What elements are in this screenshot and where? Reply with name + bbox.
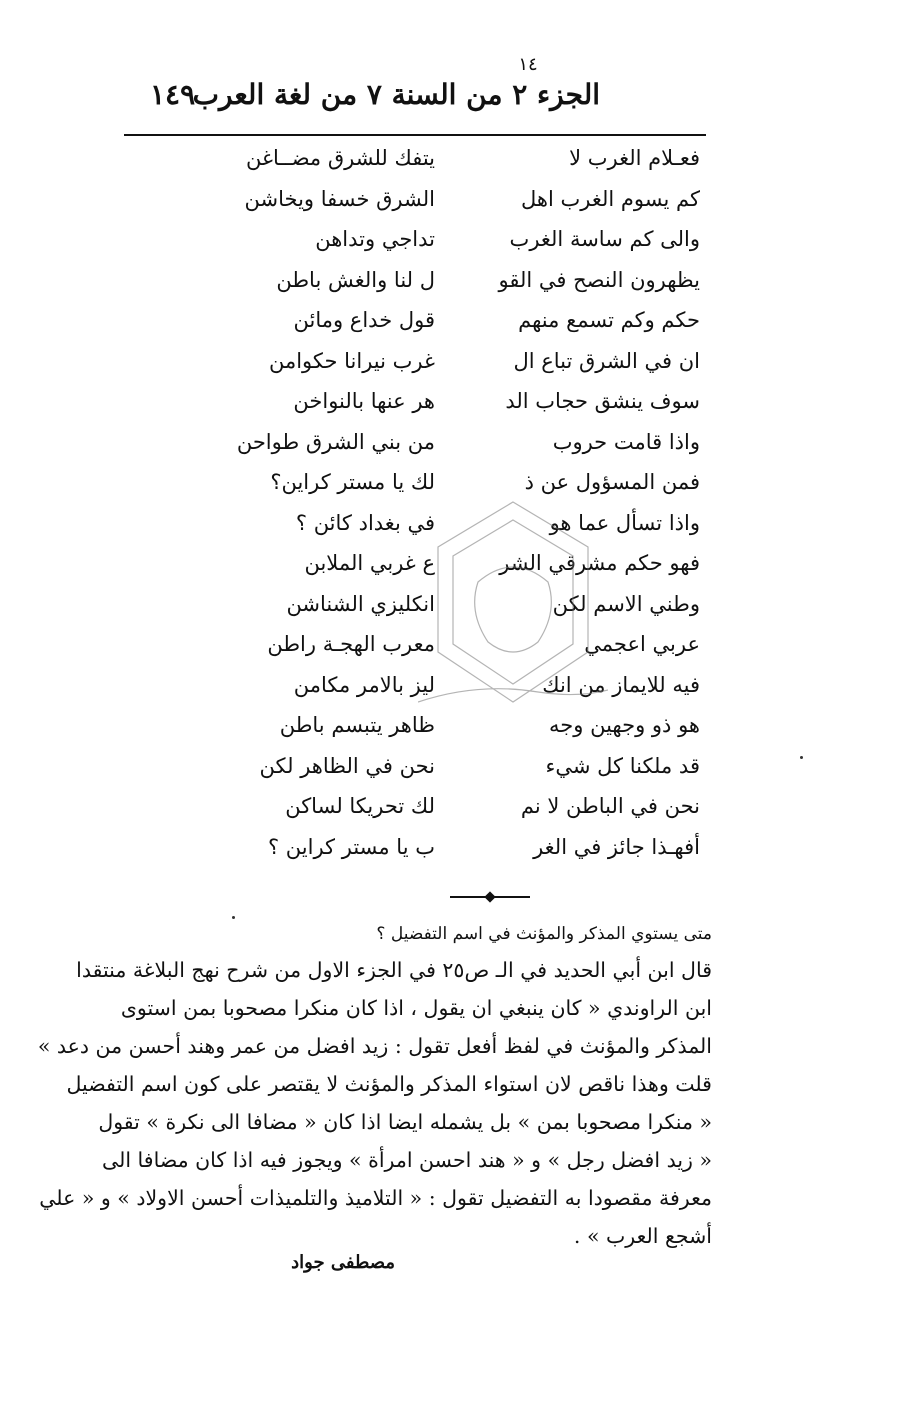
poem-verse <box>230 794 700 832</box>
verse-first-hemistich: عربي اعجمي <box>584 632 700 656</box>
verse-first-hemistich: يظهرون النصح في القو <box>498 267 700 292</box>
scan-speck <box>800 756 803 759</box>
article-line: ابن الراوندي « كان ينبغي ان يقول ، اذا كان منكرا مصحوبا بمن استوى <box>120 996 712 1020</box>
verse-first-hemistich: أفهـذا جائز في الغر <box>533 834 700 859</box>
verse-second-hemistich: الشرق خسفا ويخاشن <box>244 186 435 211</box>
article-line: المذكر والمؤنث في لفظ أفعل تقول : زيد افضل من عمر وهند أحسن من دعد » <box>37 1034 712 1058</box>
article-line: معرفة مقصودا به التفضيل تقول : « التلاميذ والتلميذات أحسن الاولاد » و « علي <box>39 1186 712 1210</box>
verse-second-hemistich: في بغداد كائن ؟ <box>295 510 435 535</box>
poem-verse <box>230 754 700 792</box>
verse-first-hemistich: ان في الشرق تباع ال <box>513 348 700 373</box>
verse-first-hemistich: فمن المسؤول عن ذ <box>524 470 700 494</box>
verse-first-hemistich: فعـلام الغرب لا <box>569 146 700 170</box>
poem-verse <box>230 835 700 873</box>
verse-second-hemistich: ل لنا والغش باطن <box>276 267 435 292</box>
verse-first-hemistich: حكم وكم تسمع منهم <box>518 308 700 332</box>
library-stamp <box>418 492 608 722</box>
poem-verse <box>230 187 700 225</box>
poem-verse <box>230 430 700 468</box>
verse-second-hemistich: نحن في الظاهر لكن <box>259 753 435 778</box>
poem-verse <box>230 146 700 184</box>
poem-verse <box>230 389 700 427</box>
verse-second-hemistich: ب يا مستر كراين ؟ <box>267 834 435 859</box>
verse-second-hemistich: ع غربي الملابن <box>304 551 435 575</box>
poem-verse <box>230 227 700 265</box>
verse-first-hemistich: فيه للايماز من انك <box>542 672 700 697</box>
verse-second-hemistich: قول خداع ومائن <box>293 308 435 332</box>
poem-verse <box>230 308 700 346</box>
verse-second-hemistich: من بني الشرق طواحن <box>236 429 435 454</box>
poem-verse <box>230 349 700 387</box>
verse-first-hemistich: والى كم ساسة الغرب <box>509 227 700 251</box>
running-title: الجزء ٢ من السنة ٧ من لغة العرب <box>192 78 600 111</box>
verse-first-hemistich: واذا قامت حروب <box>552 429 700 454</box>
article-title: متى يستوي المذكر والمؤنث في اسم التفضيل ؟ <box>376 924 712 944</box>
verse-first-hemistich: سوف ينشق حجاب الد <box>505 389 700 413</box>
author-signature: مصطفى جواد <box>291 1252 395 1273</box>
verse-first-hemistich: فهو حكم مشرقي الشر <box>499 551 700 575</box>
article-line: أشجع العرب » . <box>573 1224 712 1248</box>
article-line: قال ابن أبي الحديد في الـ ص٢٥ في الجزء الاول من شرح نهج البلاغة منتقدا <box>76 958 712 982</box>
verse-second-hemistich: انكليزي الشناشن <box>286 591 435 616</box>
verse-second-hemistich: هر عنها بالنواخن <box>293 389 435 413</box>
verse-second-hemistich: غرب نيرانا حكوامن <box>268 348 435 373</box>
verse-second-hemistich: ظاهر يتبسم باطن <box>279 713 435 737</box>
scan-speck <box>232 916 235 919</box>
header-rule <box>124 134 706 136</box>
verse-first-hemistich: واذا تسأل عما هو <box>549 510 700 535</box>
poem-verse <box>230 268 700 306</box>
verse-second-hemistich: لك تحريكا لساكن <box>285 794 435 818</box>
verse-second-hemistich: يتفك للشرق مضــاغن <box>246 146 435 170</box>
verse-first-hemistich: وطني الاسم لكن <box>552 591 700 616</box>
verse-second-hemistich: ليز بالامر مكامن <box>293 672 435 697</box>
page-mark: ١٤ <box>518 54 538 75</box>
verse-second-hemistich: لك يا مستر كراين؟ <box>270 470 435 494</box>
article-line: « زيد افضل رجل » و « هند احسن امرأة » ويجوز فيه اذا كان مضافا الى <box>102 1148 712 1172</box>
verse-second-hemistich: تداجي وتداهن <box>315 227 435 251</box>
article-line: قلت وهذا ناقص لان استواء المذكر والمؤنث لا يقتصر على كون اسم التفضيل <box>66 1072 712 1096</box>
verse-first-hemistich: هو ذو وجهين وجه <box>549 713 700 737</box>
section-separator <box>450 896 530 898</box>
verse-first-hemistich: كم يسوم الغرب اهل <box>521 186 700 211</box>
verse-first-hemistich: قد ملكنا كل شيء <box>545 753 700 778</box>
page-number: ١٤٩ <box>150 78 196 111</box>
verse-first-hemistich: نحن في الباطن لا نم <box>520 794 700 818</box>
article-line: « منكرا مصحوبا بمن » بل يشمله ايضا اذا كان « مضافا الى نكرة » تقول <box>98 1110 712 1134</box>
verse-second-hemistich: معرب الهجـة راطن <box>267 632 435 656</box>
running-header <box>150 78 600 122</box>
